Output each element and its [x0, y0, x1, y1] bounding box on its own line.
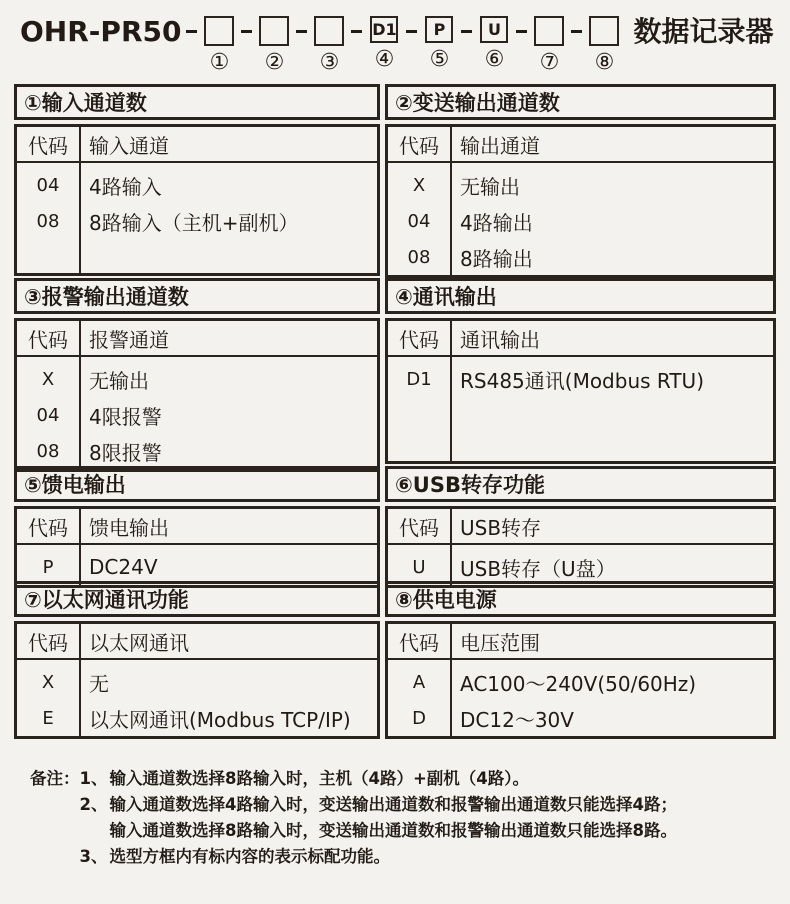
section-usb-transfer [385, 466, 776, 579]
table-header-row [388, 321, 773, 357]
code-box-6: U [480, 16, 508, 43]
position-number-5: ⑤ [429, 47, 450, 72]
note-line-2-continued [80, 818, 677, 844]
table-row [17, 397, 377, 433]
selection-table [14, 621, 380, 739]
notes-items [80, 766, 677, 870]
position-number-4: ④ [374, 47, 395, 72]
code-cell: X [41, 368, 55, 390]
model-position-3 [312, 16, 346, 75]
table-row [388, 664, 773, 700]
selection-table [385, 621, 776, 739]
table-row [17, 664, 377, 700]
table-row [388, 361, 773, 397]
note-text: 输入通道数选择8路输入时，主机（4路）+副机（4路）。 [109, 769, 530, 788]
desc-column-header: 报警通道 [89, 327, 169, 352]
desc-cell: 4路输入 [89, 174, 162, 199]
model-number-line [0, 0, 790, 75]
note-line-3 [80, 844, 677, 870]
table-body [17, 163, 377, 273]
desc-cell: RS485通讯(Modbus RTU) [460, 368, 705, 393]
position-number-7: ⑦ [539, 50, 560, 75]
model-position-6 [477, 16, 511, 72]
code-cell: 08 [36, 210, 60, 232]
dash-separator [186, 16, 197, 46]
table-body [388, 357, 773, 461]
code-cell: D1 [406, 368, 432, 390]
desc-column-header: USB转存 [460, 515, 542, 540]
section-feed-power-output [14, 466, 380, 579]
desc-cell: 无 [89, 671, 109, 696]
table-header-row [17, 127, 377, 163]
model-position-4 [367, 16, 401, 72]
selection-table [385, 124, 776, 278]
section-title: ④通讯输出 [385, 278, 776, 314]
selection-table [14, 318, 380, 472]
code-cell: A [412, 671, 426, 693]
table-row [388, 700, 773, 736]
table-body [388, 163, 773, 275]
code-box-7 [534, 16, 564, 46]
code-cell: 08 [36, 440, 60, 462]
code-cell: 08 [407, 246, 431, 268]
dash-separator [351, 16, 362, 46]
model-position-1 [202, 16, 236, 75]
table-row [17, 433, 377, 469]
selection-table [385, 506, 776, 588]
note-line-2 [80, 792, 677, 818]
note-text: 选型方框内有标内容的表示标配功能。 [109, 847, 390, 866]
desc-column-header: 通讯输出 [460, 327, 540, 352]
desc-cell: AC100～240V(50/60Hz) [460, 671, 697, 696]
code-box-2 [259, 16, 289, 46]
table-body [388, 545, 773, 585]
section-power-supply [385, 581, 776, 736]
table-row [388, 549, 773, 585]
selection-table [385, 318, 776, 464]
note-text: 输入通道数选择4路输入时，变送输出通道数和报警输出通道数只能选择4路； [109, 795, 677, 814]
section-alarm-output-channels [14, 278, 380, 464]
code-cell: U [412, 556, 426, 578]
code-column-header: 代码 [28, 630, 68, 655]
note-line-1 [80, 766, 677, 792]
table-header-row [388, 127, 773, 163]
table-body [17, 545, 377, 585]
code-cell: 04 [36, 404, 60, 426]
desc-column-header: 以太网通讯 [89, 630, 189, 655]
section-title: ⑧供电电源 [385, 581, 776, 617]
code-column-header: 代码 [399, 515, 439, 540]
section-title: ②变送输出通道数 [385, 84, 776, 120]
note-number: 2、 [79, 795, 108, 814]
model-position-2 [257, 16, 291, 75]
desc-column-header: 电压范围 [460, 630, 540, 655]
table-body [17, 660, 377, 736]
table-header-row [17, 624, 377, 660]
desc-column-header: 输入通道 [89, 133, 169, 158]
section-title: ⑦以太网通讯功能 [14, 581, 380, 617]
table-row [388, 167, 773, 203]
dash-separator [406, 16, 417, 46]
code-box-1 [204, 16, 234, 46]
table-body [388, 660, 773, 736]
dash-separator [516, 16, 527, 46]
note-text: 输入通道数选择8路输入时，变送输出通道数和报警输出通道数只能选择8路。 [109, 821, 677, 840]
table-row [17, 549, 377, 585]
position-number-3: ③ [319, 50, 340, 75]
desc-column-header: 输出通道 [460, 133, 540, 158]
model-position-5 [422, 16, 456, 72]
dash-separator [461, 16, 472, 46]
section-title: ③报警输出通道数 [14, 278, 380, 314]
table-header-row [17, 509, 377, 545]
table-row [388, 203, 773, 239]
section-communication-output [385, 278, 776, 464]
code-cell: D [412, 707, 426, 729]
note-number: 3、 [79, 847, 108, 866]
desc-cell: 8路输入（主机+副机） [89, 210, 299, 235]
table-row [17, 361, 377, 397]
code-box-8 [589, 16, 619, 46]
section-ethernet-communication [14, 581, 380, 736]
code-column-header: 代码 [28, 515, 68, 540]
table-header-row [388, 509, 773, 545]
code-column-header: 代码 [28, 133, 68, 158]
position-number-8: ⑧ [594, 50, 615, 75]
section-title: ⑥USB转存功能 [385, 466, 776, 502]
section-input-channels [14, 84, 380, 276]
code-cell: X [41, 671, 55, 693]
table-header-row [17, 321, 377, 357]
desc-cell: DC12～30V [460, 707, 574, 732]
selection-table [14, 506, 380, 588]
note-number: 1、 [79, 769, 108, 788]
code-cell: E [42, 707, 54, 729]
code-box-3 [314, 16, 344, 46]
selection-table [14, 124, 380, 276]
table-row [17, 167, 377, 203]
dash-separator [296, 16, 307, 46]
model-suffix: 数据记录器 [633, 15, 774, 48]
table-header-row [388, 624, 773, 660]
table-row [17, 700, 377, 736]
code-box-5: P [425, 16, 453, 43]
position-number-1: ① [209, 50, 230, 75]
code-cell: X [412, 174, 426, 196]
table-row [17, 203, 377, 239]
model-position-7 [532, 16, 566, 75]
desc-cell: 以太网通讯(Modbus TCP/IP) [89, 707, 351, 732]
dash-separator [241, 16, 252, 46]
code-column-header: 代码 [399, 133, 439, 158]
code-box-4: D1 [370, 16, 398, 43]
table-row [388, 239, 773, 275]
position-number-2: ② [264, 50, 285, 75]
desc-cell: 无输出 [460, 174, 520, 199]
desc-cell: 8路输出 [460, 246, 533, 271]
desc-cell: 无输出 [89, 368, 149, 393]
code-cell: 04 [36, 174, 60, 196]
section-transmit-output-channels [385, 84, 776, 276]
model-position-8 [587, 16, 621, 75]
code-cell: P [42, 556, 54, 578]
code-cell: 04 [407, 210, 431, 232]
selection-tables-grid [14, 84, 776, 736]
desc-column-header: 馈电输出 [89, 515, 169, 540]
table-body [17, 357, 377, 469]
dash-separator [571, 16, 582, 46]
model-prefix: OHR-PR50 [20, 15, 182, 48]
position-number-6: ⑥ [484, 47, 505, 72]
notes-block [30, 766, 790, 870]
desc-cell: 8限报警 [89, 440, 162, 465]
code-column-header: 代码 [399, 327, 439, 352]
desc-cell: 4限报警 [89, 404, 162, 429]
desc-cell: 4路输出 [460, 210, 533, 235]
desc-cell: DC24V [89, 555, 158, 579]
desc-cell: USB转存（U盘） [460, 556, 616, 581]
notes-label: 备注： [30, 769, 80, 788]
code-column-header: 代码 [28, 327, 68, 352]
code-column-header: 代码 [399, 630, 439, 655]
section-title: ①输入通道数 [14, 84, 380, 120]
section-title: ⑤馈电输出 [14, 466, 380, 502]
